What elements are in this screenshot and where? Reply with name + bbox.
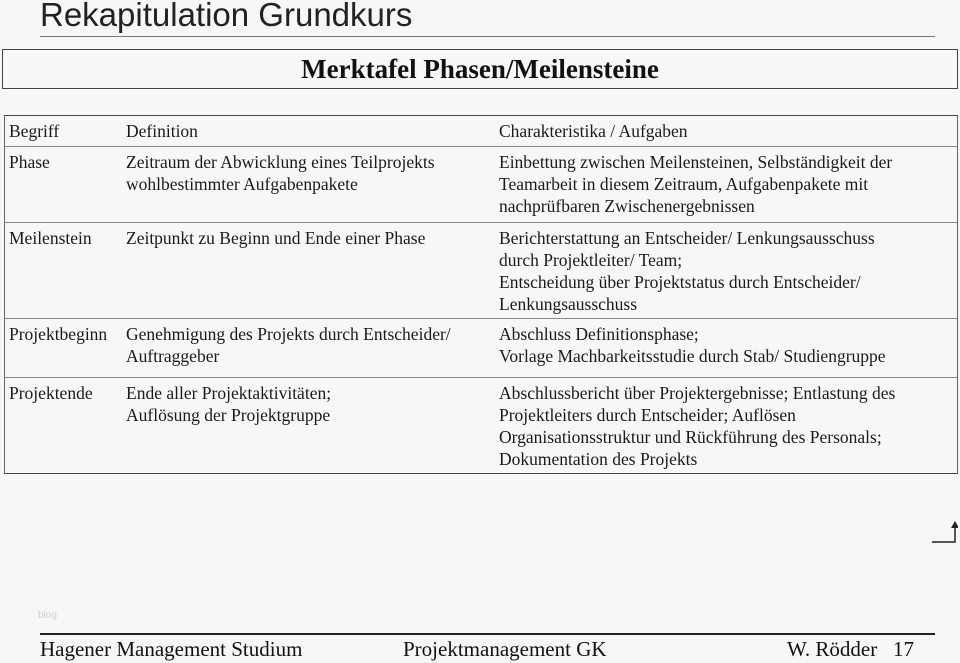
return-arrow-icon[interactable] <box>930 520 958 546</box>
header-definition: Definition <box>126 121 198 141</box>
text-line: Berichterstattung an Entscheider/ Lenkungsausschuss <box>499 228 875 248</box>
text-line: nachprüfbaren Zwischenergebnissen <box>499 196 755 216</box>
row-term: Meilenstein <box>9 228 92 248</box>
text-line: Abschlussbericht über Projektergebnisse; Entlastung des <box>499 383 896 403</box>
text-line: durch Projektleiter/ Team; <box>499 250 683 270</box>
watermark: blog <box>38 610 57 621</box>
table-row <box>5 147 957 223</box>
footer-left: Hagener Management Studium <box>40 637 303 661</box>
row-term: Projektbeginn <box>9 324 108 344</box>
row-definition <box>126 382 496 426</box>
footer-right: W. Rödder 17 <box>787 637 914 661</box>
table-row <box>5 378 957 473</box>
text-line: Einbettung zwischen Meilensteinen, Selbständigkeit der <box>499 152 893 172</box>
heading-box <box>2 49 958 89</box>
text-line: Genehmigung des Projekts durch Entscheider/ <box>126 324 451 344</box>
footer-divider <box>40 633 935 635</box>
table-row <box>5 223 957 319</box>
row-definition <box>126 323 496 367</box>
row-term: Phase <box>9 152 50 172</box>
row-characteristics <box>499 227 955 315</box>
row-definition <box>126 227 496 249</box>
text-line: Zeitpunkt zu Beginn und Ende einer Phase <box>126 228 426 248</box>
text-line: Teamarbeit in diesem Zeitraum, Aufgabenpakete mit <box>499 174 869 194</box>
text-line: Auftraggeber <box>126 346 220 366</box>
text-line: Organisationsstruktur und Rückführung des Personals; <box>499 427 882 447</box>
text-line: Dokumentation des Projekts <box>499 449 698 469</box>
row-term: Projektende <box>9 383 93 403</box>
text-line: Ende aller Projektaktivitäten; <box>126 383 332 403</box>
milestone-table <box>4 115 958 474</box>
text-line: Zeitraum der Abwicklung eines Teilprojekts <box>126 152 435 172</box>
row-characteristics <box>499 151 955 217</box>
text-line: Projektleiters durch Entscheider; Auflösen <box>499 405 796 425</box>
slide-title: Rekapitulation Grundkurs <box>40 0 413 33</box>
row-characteristics <box>499 382 955 470</box>
title-divider <box>40 36 935 37</box>
text-line: Entscheidung über Projektstatus durch Entscheider/ <box>499 272 861 292</box>
table-header-row <box>5 116 957 147</box>
text-line: wohlbestimmter Aufgabenpakete <box>126 174 358 194</box>
row-characteristics <box>499 323 955 367</box>
text-line: Abschluss Definitionsphase; <box>499 324 699 344</box>
table-row <box>5 319 957 378</box>
heading-text: Merktafel Phasen/Meilensteine <box>301 53 659 84</box>
header-charakteristika: Charakteristika / Aufgaben <box>499 121 688 141</box>
text-line: Vorlage Machbarkeitsstudie durch Stab/ Studiengruppe <box>499 346 886 366</box>
header-begriff: Begriff <box>9 121 60 141</box>
text-line: Auflösung der Projektgruppe <box>126 405 331 425</box>
text-line: Lenkungsausschuss <box>499 294 638 314</box>
footer-center: Projektmanagement GK <box>403 637 607 661</box>
row-definition <box>126 151 496 195</box>
